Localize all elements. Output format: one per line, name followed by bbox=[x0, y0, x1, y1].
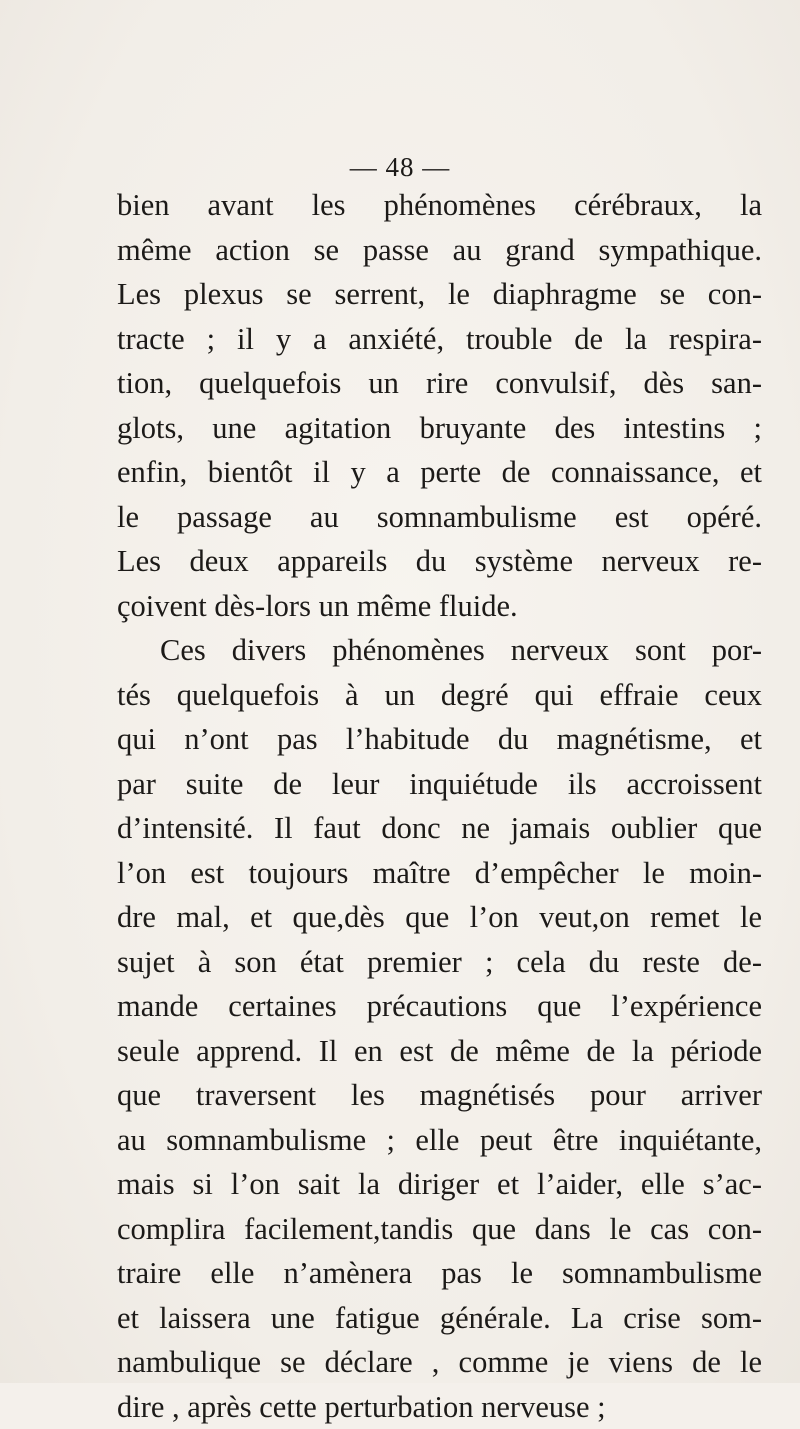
text-line: d’intensité. Il faut donc ne jamais oublier que bbox=[117, 806, 762, 851]
text-line: Les deux appareils du système nerveux re- bbox=[117, 539, 762, 584]
text-line: sujet à son état premier ; cela du reste de- bbox=[117, 940, 762, 985]
text-line: seule apprend. Il en est de même de la période bbox=[117, 1029, 762, 1074]
text-line: Les plexus se serrent, le diaphragme se con- bbox=[117, 272, 762, 317]
text-line: dre mal, et que,dès que l’on veut,on remet le bbox=[117, 895, 762, 940]
text-line: traire elle n’amènera pas le somnambulisme bbox=[117, 1251, 762, 1296]
paragraph-start-line: Ces divers phénomènes nerveux sont por- bbox=[117, 628, 762, 673]
text-line: mande certaines précautions que l’expérience bbox=[117, 984, 762, 1029]
body-text bbox=[117, 183, 762, 1429]
text-line: par suite de leur inquiétude ils accroissent bbox=[117, 762, 762, 807]
text-line: même action se passe au grand sympathique. bbox=[117, 228, 762, 273]
page-number: — 48 — bbox=[0, 152, 800, 183]
text-line: bien avant les phénomènes cérébraux, la bbox=[117, 183, 762, 228]
text-line: enfin, bientôt il y a perte de connaissance, et bbox=[117, 450, 762, 495]
text-line: tés quelquefois à un degré qui effraie ceux bbox=[117, 673, 762, 718]
text-line: complira facilement,tandis que dans le cas con- bbox=[117, 1207, 762, 1252]
text-line: et laissera une fatigue générale. La crise som- bbox=[117, 1296, 762, 1341]
text-line: que traversent les magnétisés pour arriver bbox=[117, 1073, 762, 1118]
text-line: tion, quelquefois un rire convulsif, dès san- bbox=[117, 361, 762, 406]
text-line: glots, une agitation bruyante des intestins ; bbox=[117, 406, 762, 451]
paragraph-end-line: çoivent dès-lors un même fluide. bbox=[117, 584, 762, 629]
text-line: le passage au somnambulisme est opéré. bbox=[117, 495, 762, 540]
text-line: l’on est toujours maître d’empêcher le moin- bbox=[117, 851, 762, 896]
text-line: mais si l’on sait la diriger et l’aider, elle s’ac- bbox=[117, 1162, 762, 1207]
text-line: tracte ; il y a anxiété, trouble de la respira- bbox=[117, 317, 762, 362]
text-line: au somnambulisme ; elle peut être inquiétante, bbox=[117, 1118, 762, 1163]
text-line: dire , après cette perturbation nerveuse ; bbox=[117, 1385, 762, 1429]
text-line: qui n’ont pas l’habitude du magnétisme, et bbox=[117, 717, 762, 762]
text-line: nambulique se déclare , comme je viens de le bbox=[117, 1340, 762, 1385]
